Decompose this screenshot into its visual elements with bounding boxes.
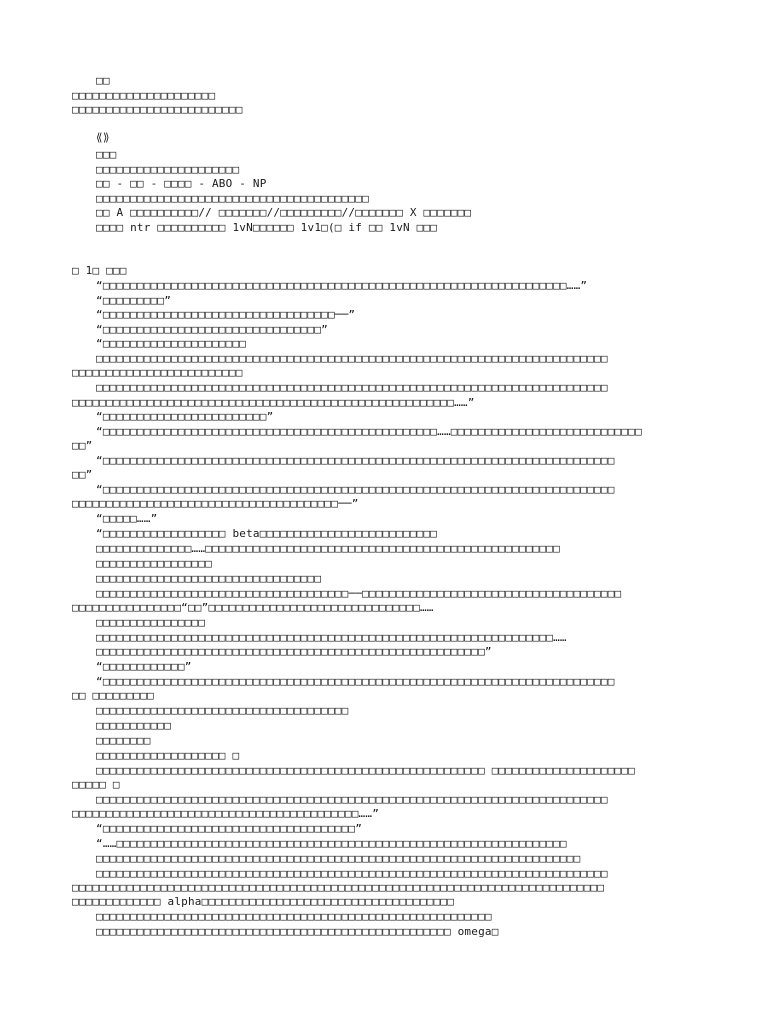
text-line: “□□□□□□□□□□□□□□□□□□□□□□□□□□□□□□□□□□──” (96, 308, 356, 321)
text-line: “□□□□□□□□□□□□□□□□□□□□□□□□□□□□□□□□□□□□□□□□□□□□□□□□□□□□□□□□□□□□□□□□□□□□……” (96, 279, 588, 292)
text-line: □□” (72, 468, 93, 481)
text-line: □□□□□ □ (72, 778, 120, 791)
doc-subtitle-line: □□□□□□□□□□□□□□□□□□□□□ (72, 89, 216, 102)
text-line: □□□□□□□□□□□□□□□□□□□□□□□□□ (72, 366, 243, 379)
text-line: □□□□□□□□□□□□□□□□□□□□□□□□□□□□□□□□□□□□□□□□□□□□□□□□□□□□□□□□……” (72, 396, 475, 409)
doc-title: □□ (96, 74, 110, 87)
info-line: □□□ (96, 148, 117, 161)
text-line: □□□□□□□□□□□□□□□□“□□”□□□□□□□□□□□□□□□□□□□□□□□□□□□□□□□…… (72, 601, 434, 614)
text-line: □□□□□□□□□□□□□□□□□□□□□□□□□□□□□□□□□ (96, 572, 322, 585)
text-line: □□□□□□□□□□□□□□□□□□□□□□□□□□□□□□□□□□□□□□□□□□……” (72, 807, 380, 820)
text-line: □□□□□□□□□□□□□□□□□□□□□□□□□□□□□□□□□□□□□□□──” (72, 497, 359, 510)
text-line: □□□□□□□□□□□□□□□□□□□□□□□□□□□□□□□□□□□□□ (96, 704, 349, 717)
text-line: “□□□□□□□□□□□□□□□□□□□□□□□□□□□□□□□□□□□□□□□□□□□□□□□□□□□□□□□□□□□□□□□□□□□□□□□□□□□ (96, 454, 615, 467)
info-line: □□□□□□□□□□□□□□□□□□□□□□□□□□□□□□□□□□□□□□□□ (96, 192, 369, 205)
text-line: □□□□□□□□□□□□□□□□□□□ □ (96, 749, 240, 762)
text-line: □□□□□□□□□□□□□□□□□□□□□□□□□□□□□□□□□□□□□□□□□□□□□□□□□□□□□□□□□□□□□□□□□□□□□□□□□□□ (96, 352, 608, 365)
text-line: □□□□□□□□□□□□□□□□□□□□□□□□□□□□□□□□□□□□□□□□□□□□□□□□□□□□□□□□□□□□□□□□□□□□□□□□□□□ (96, 793, 608, 806)
text-line: “□□□□□□□□□□□□□□□□□□□□□□□□” (96, 410, 274, 423)
text-line: □□□□□□□□□□□□□□□□□ (96, 557, 212, 570)
doc-subtitle-line: □□□□□□□□□□□□□□□□□□□□□□□□□ (72, 103, 243, 116)
text-line: “□□□□□□□□□□□□” (96, 660, 192, 673)
text-line: □□□□□□□□□□□□□□□□□□□□□□□□□□□□□□□□□□□□□□□□□□□□□□□□□□□□□□□□□□□□□□□□□□□□□□□□□□□ (96, 867, 608, 880)
info-line: □□ A □□□□□□□□□□// □□□□□□□//□□□□□□□□□//□□□□□□□ X □□□□□□□ (96, 206, 472, 219)
text-line: □□□□□□□□□□□□□ alpha□□□□□□□□□□□□□□□□□□□□□□□□□□□□□□□□□□□□□ (72, 895, 455, 908)
text-line: “□□□□□□□□□□□□□□□□□□□□□□□□□□□□□□□□□□□□□” (96, 822, 363, 835)
text-line: □□□□□□□□□□□□□□□□□□□□□□□□□□□□□□□□□□□□□──□□□□□□□□□□□□□□□□□□□□□□□□□□□□□□□□□□□□□□ (96, 587, 622, 600)
chapter-heading: □ 1□ □□□ (72, 264, 127, 277)
text-line: “□□□□□□□□□□□□□□□□□□ beta□□□□□□□□□□□□□□□□□□□□□□□□□□ (96, 527, 438, 540)
text-line: □□□□□□□□□□□□□□□□ (96, 616, 206, 629)
text-line: “□□□□□□□□□□□□□□□□□□□□□□□□□□□□□□□□” (96, 323, 328, 336)
section-symbol: ⟪⟫ (96, 131, 110, 144)
text-line: □□□□□□□□ (96, 734, 151, 747)
text-line: “□□□□□□□□□” (96, 294, 172, 307)
text-line: □□□□□□□□□□□ (96, 719, 172, 732)
text-line: “□□□□□□□□□□□□□□□□□□□□□□□□□□□□□□□□□□□□□□□□□□□□□□□□□□□□□□□□□□□□□□□□□□□□□□□□□□□ (96, 483, 615, 496)
text-line: □□ □□□□□□□□□ (72, 689, 154, 702)
text-line: “……□□□□□□□□□□□□□□□□□□□□□□□□□□□□□□□□□□□□□□□□□□□□□□□□□□□□□□□□□□□□□□□□□□ (96, 837, 567, 850)
text-line: □□□□□□□□□□□□□□□□□□□□□□□□□□□□□□□□□□□□□□□□□□□□□□□□□□□□ omega□ (96, 925, 499, 938)
text-line: “□□□□□□□□□□□□□□□□□□□□□□□□□□□□□□□□□□□□□□□□□□□□□□□□□……□□□□□□□□□□□□□□□□□□□□□□□□□□□□ (96, 425, 642, 438)
text-line: □□□□□□□□□□□□□□□□□□□□□□□□□□□□□□□□□□□□□□□□□□□□□□□□□□□□□□□□□ □□□□□□□□□□□□□□□□□□□□□ (96, 764, 635, 777)
text-line: “□□□□□□□□□□□□□□□□□□□□□□□□□□□□□□□□□□□□□□□□□□□□□□□□□□□□□□□□□□□□□□□□□□□□□□□□□□□ (96, 675, 615, 688)
text-line: □□□□□□□□□□□□□□□□□□□□□□□□□□□□□□□□□□□□□□□□□□□□□□□□□□□□□□□□□” (96, 645, 492, 658)
text-line: □□□□□□□□□□□□□□……□□□□□□□□□□□□□□□□□□□□□□□□□□□□□□□□□□□□□□□□□□□□□□□□□□□□ (96, 542, 560, 555)
text-line: □□□□□□□□□□□□□□□□□□□□□□□□□□□□□□□□□□□□□□□□□□□□□□□□□□□□□□□□□□ (96, 910, 492, 923)
text-line: “□□□□□……” (96, 512, 158, 525)
info-tags-line: □□ - □□ - □□□□ - ABO - NP (96, 177, 267, 190)
info-warning-line: □□□□ ntr □□□□□□□□□□ 1vN□□□□□□ 1v1□(□ if □□ 1vN □□□ (96, 221, 438, 234)
text-line: □□□□□□□□□□□□□□□□□□□□□□□□□□□□□□□□□□□□□□□□□□□□□□□□□□□□□□□□□□□□□□□□□□□…… (96, 631, 567, 644)
text-line: □□□□□□□□□□□□□□□□□□□□□□□□□□□□□□□□□□□□□□□□□□□□□□□□□□□□□□□□□□□□□□□□□□□□□□□ (96, 852, 581, 865)
text-line: “□□□□□□□□□□□□□□□□□□□□□ (96, 337, 247, 350)
text-line: □□□□□□□□□□□□□□□□□□□□□□□□□□□□□□□□□□□□□□□□□□□□□□□□□□□□□□□□□□□□□□□□□□□□□□□□□□□ (96, 381, 608, 394)
text-line: □□” (72, 439, 93, 452)
text-line: □□□□□□□□□□□□□□□□□□□□□□□□□□□□□□□□□□□□□□□□□□□□□□□□□□□□□□□□□□□□□□□□□□□□□□□□□□□□□□ (72, 881, 605, 894)
info-line: □□□□□□□□□□□□□□□□□□□□□ (96, 163, 240, 176)
